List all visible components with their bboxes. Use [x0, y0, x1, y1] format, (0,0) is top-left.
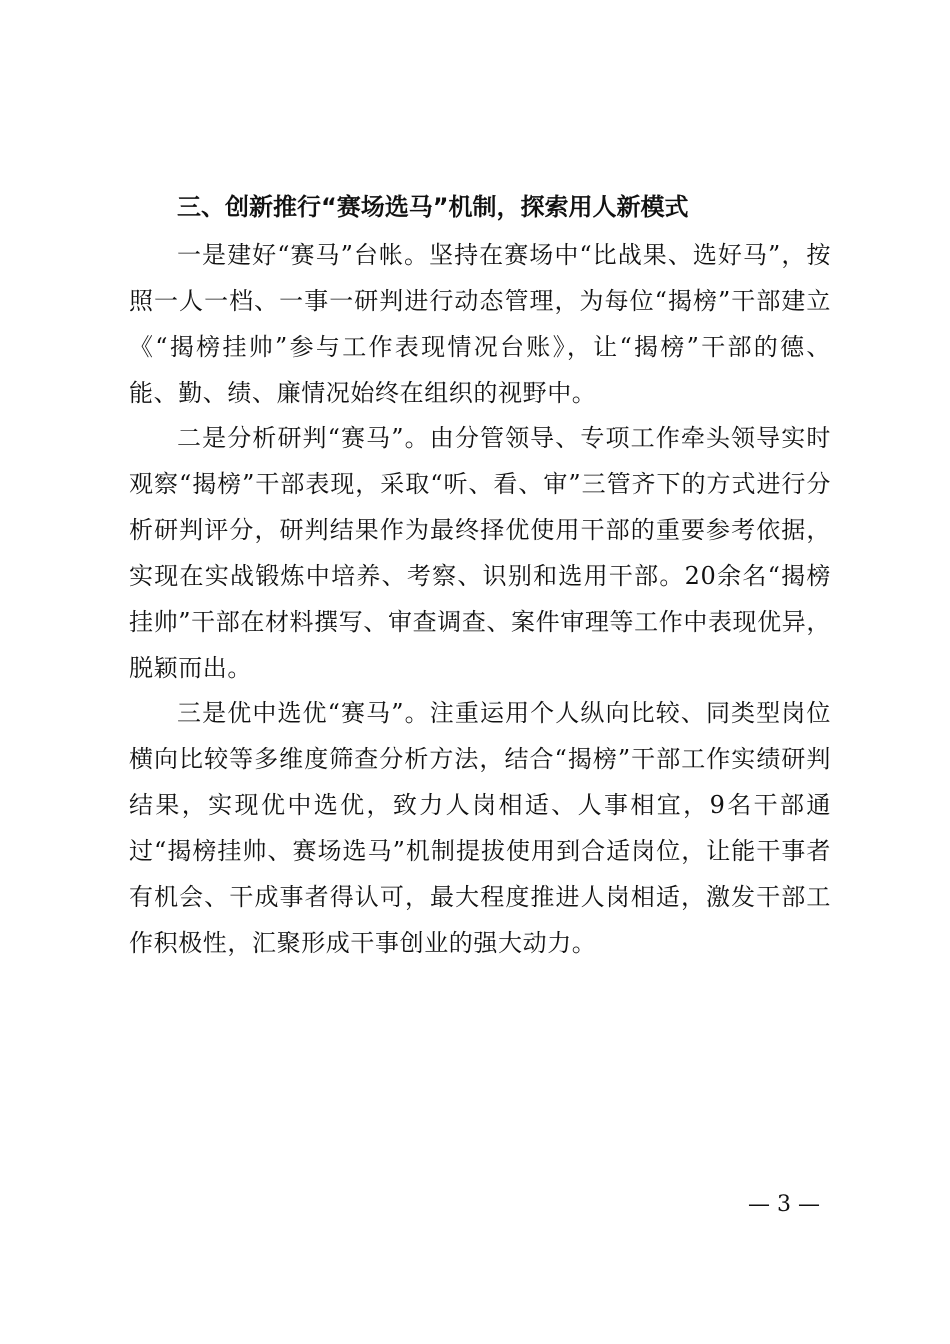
- paragraph-2: 二是分析研判“赛马”。由分管领导、专项工作牵头领导实时观察“揭榜”干部表现，采取“听、看、审”三管齐下的方式进行分析研判评分，研判结果作为最终择优使用干部的重要参考依据，实现在实战锻炼中培养、考察、识别和选用干部。20余名“揭榜挂帅”干部在材料撰写、审查调查、案件审理等工作中表现优异，脱颖而出。: [129, 424, 831, 682]
- page-number: — 3 —: [748, 1192, 820, 1217]
- paragraph-3: 三是优中选优“赛马”。注重运用个人纵向比较、同类型岗位横向比较等多维度筛查分析方法，结合“揭榜”干部工作实绩研判结果，实现优中选优，致力人岗相适、人事相宜，9名干部通过“揭榜挂帅、赛场选马”机制提拔使用到合适岗位，让能干事者有机会、干成事者得认可，最大程度推进人岗相适，激发干部工作积极性，汇聚形成干事创业的强大动力。: [129, 699, 831, 957]
- section-heading: 三、创新推行“赛场选马”机制，探索用人新模式: [177, 193, 689, 221]
- paragraph-1: 一是建好“赛马”台帐。坚持在赛场中“比战果、选好马”，按照一人一档、一事一研判进行动态管理，为每位“揭榜”干部建立《“揭榜挂帅”参与工作表现情况台账》，让“揭榜”干部的德、能、勤、绩、廉情况始终在组织的视野中。: [129, 241, 831, 407]
